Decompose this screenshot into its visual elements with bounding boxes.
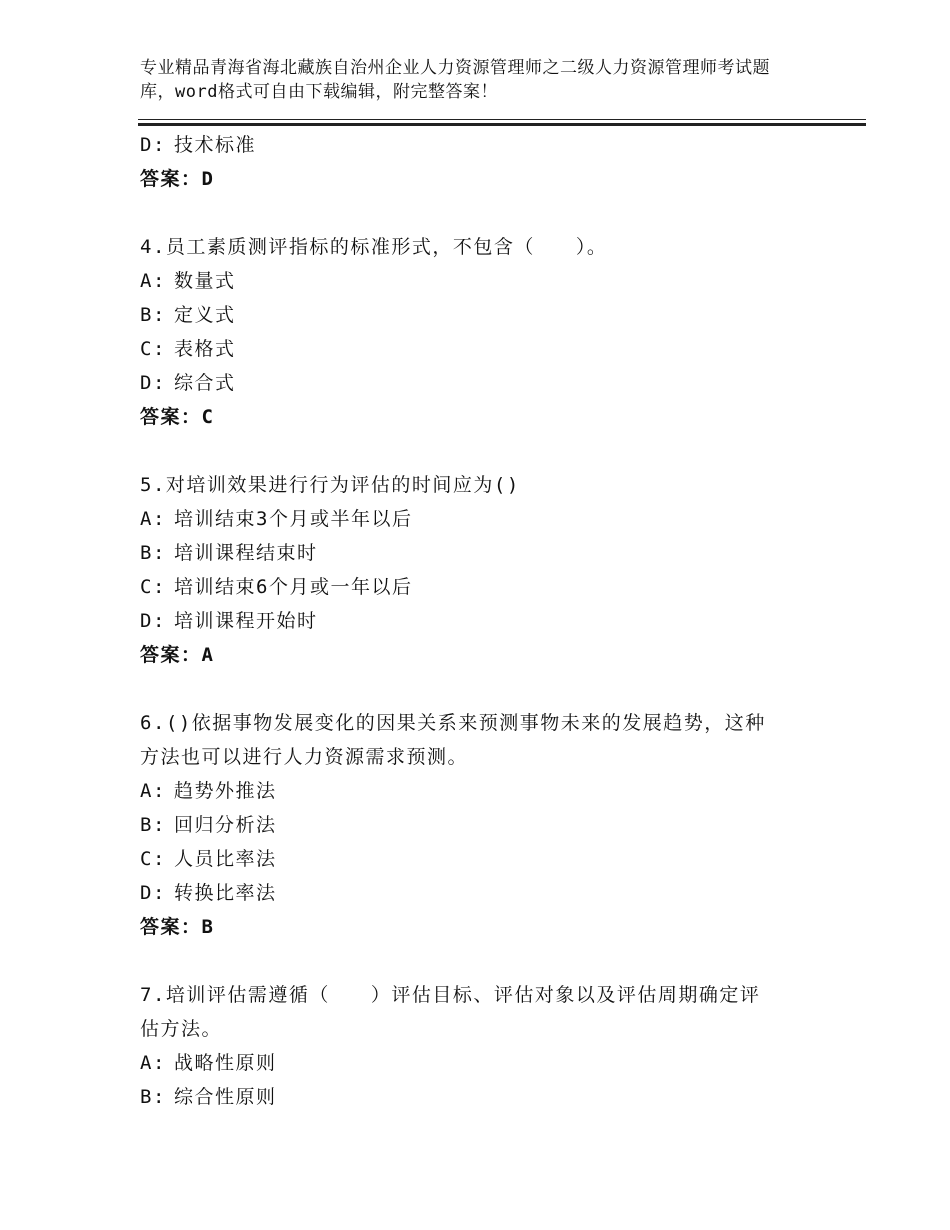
question-6 [140, 706, 860, 944]
option-d [140, 604, 860, 638]
header-title-line-2: 库，word格式可自由下载编辑，附完整答案！ [140, 82, 498, 102]
header-title-line-1: 专业精品青海省海北藏族自治州企业人力资源管理师之二级人力资源管理师考试题 [140, 58, 770, 78]
page-header [140, 56, 840, 104]
option-text: 技术标准 [174, 134, 257, 156]
option-c [140, 332, 860, 366]
option-a [140, 774, 860, 808]
option-text: 综合式 [174, 372, 236, 394]
option-a [140, 502, 860, 536]
option-letter: A: [140, 508, 166, 530]
option-text: 回归分析法 [174, 814, 277, 836]
option-b [140, 808, 860, 842]
option-text: 培训结束3个月或半年以后 [174, 508, 413, 530]
answer-line [140, 162, 860, 196]
option-text: 战略性原则 [174, 1052, 277, 1074]
option-d [140, 876, 860, 910]
answer-value: B [201, 916, 215, 938]
question-stem-continued: 方法也可以进行人力资源需求预测。 [140, 746, 469, 768]
question-7 [140, 978, 860, 1114]
option-c [140, 842, 860, 876]
option-b [140, 298, 860, 332]
answer-label: 答案： [140, 916, 202, 938]
answer-line [140, 638, 860, 672]
option-text: 人员比率法 [174, 848, 277, 870]
option-d [140, 366, 860, 400]
option-c [140, 570, 860, 604]
question-5 [140, 468, 860, 672]
option-text: 培训结束6个月或一年以后 [174, 576, 413, 598]
option-text: 数量式 [174, 270, 236, 292]
option-text: 培训课程结束时 [174, 542, 318, 564]
option-letter: D: [140, 610, 166, 632]
option-text: 转换比率法 [174, 882, 277, 904]
answer-label: 答案： [140, 644, 202, 666]
option-a [140, 264, 860, 298]
question-stem-continued: 估方法。 [140, 1018, 223, 1040]
option-letter: B: [140, 814, 166, 836]
option-a [140, 1046, 860, 1080]
option-letter: C: [140, 576, 166, 598]
option-letter: A: [140, 1052, 166, 1074]
option-letter: B: [140, 1086, 166, 1108]
option-text: 表格式 [174, 338, 236, 360]
answer-value: D [201, 168, 215, 190]
option-letter: B: [140, 304, 166, 326]
option-d [140, 128, 860, 162]
option-letter: C: [140, 848, 166, 870]
answer-label: 答案： [140, 406, 202, 428]
option-text: 定义式 [174, 304, 236, 326]
answer-value: C [201, 406, 215, 428]
question-list [140, 128, 860, 1114]
option-b [140, 1080, 860, 1114]
option-text: 趋势外推法 [174, 780, 277, 802]
option-letter: A: [140, 270, 166, 292]
option-letter: A: [140, 780, 166, 802]
option-text: 综合性原则 [174, 1086, 277, 1108]
question-stem: 5.对培训效果进行行为评估的时间应为() [140, 474, 520, 496]
option-letter: D: [140, 882, 166, 904]
header-divider-thin [138, 119, 866, 120]
option-text: 培训课程开始时 [174, 610, 318, 632]
answer-value: A [201, 644, 215, 666]
answer-label: 答案： [140, 168, 202, 190]
question-stem: 6.()依据事物发展变化的因果关系来预测事物未来的发展趋势，这种 [140, 712, 766, 734]
question-stem: 4.员工素质测评指标的标准形式，不包含（ ）。 [140, 236, 608, 258]
option-letter: C: [140, 338, 166, 360]
answer-line [140, 400, 860, 434]
option-letter: D: [140, 372, 166, 394]
option-b [140, 536, 860, 570]
header-divider-thick [138, 123, 866, 126]
question-4 [140, 230, 860, 434]
question-stem: 7.培训评估需遵循（ ）评估目标、评估对象以及评估周期确定评 [140, 984, 761, 1006]
option-letter: D: [140, 134, 166, 156]
answer-line [140, 910, 860, 944]
question-carryover [140, 128, 860, 196]
option-letter: B: [140, 542, 166, 564]
